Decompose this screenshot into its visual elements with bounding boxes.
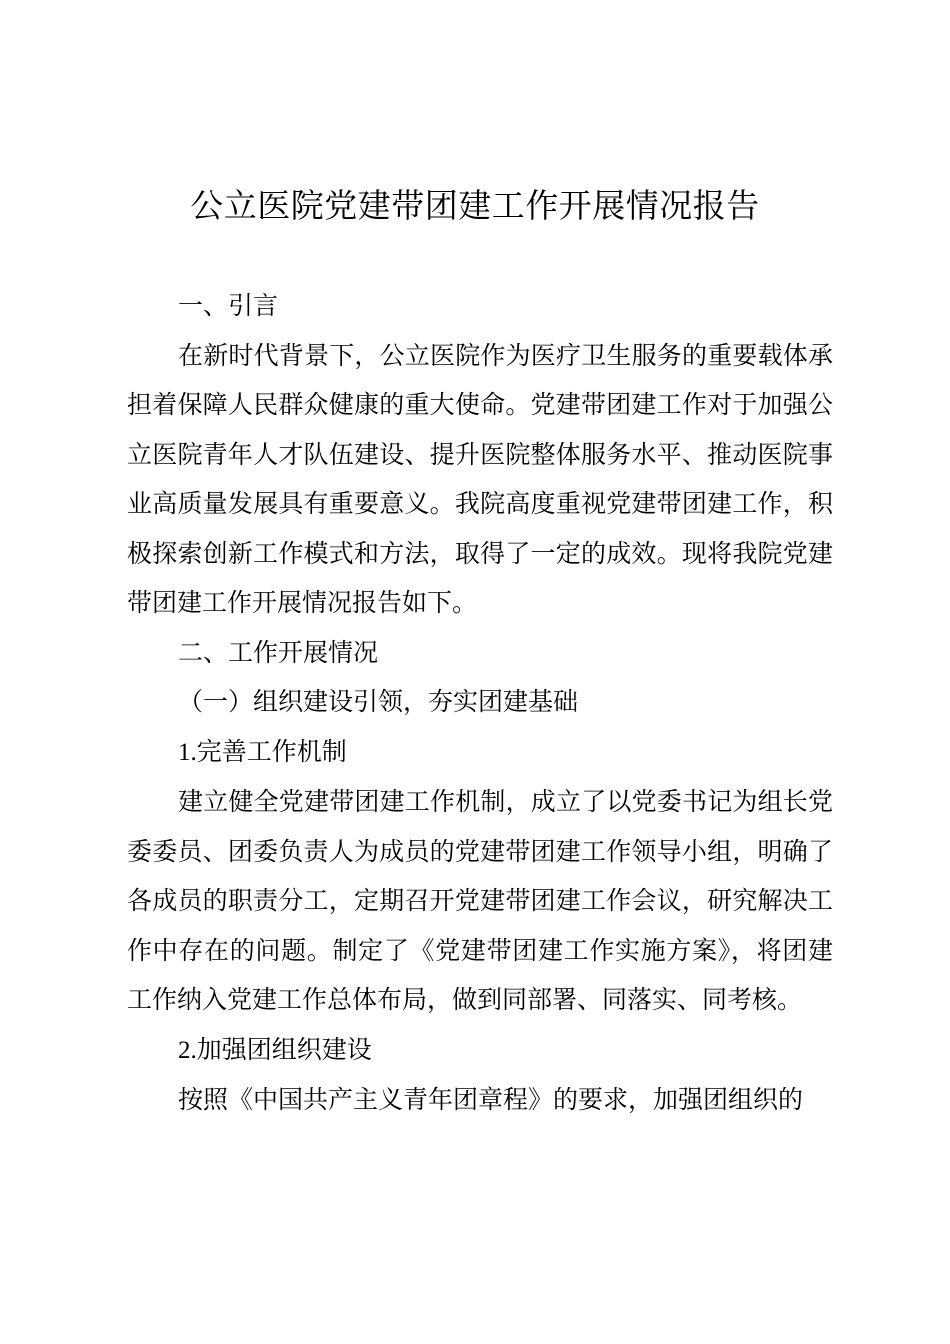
document-title: 公立医院党建带团建工作开展情况报告 [190,186,760,225]
paragraph-mechanism: 建立健全党建带团建工作机制，成立了以党委书记为组长党委委员、团委负责人为成员的党建带团建工作领导小组，明确了各成员的职责分工，定期召开党建带团建工作会议，研究解决工作中存在的问题。制定了《党建带团建工作实施方案》，将团建工作纳入党建工作总体布局，做到同部署、同落实、同考核。 [127,787,833,1014]
document-body [127,281,833,1125]
paragraph-introduction: 在新时代背景下，公立医院作为医疗卫生服务的重要载体承担着保障人民群众健康的重大使命。党建带团建工作对于加强公立医院青年人才队伍建设、提升医院整体服务水平、推动医院事业高质量发展具有重要意义。我院高度重视党建带团建工作，积极探索创新工作模式和方法，取得了一定的成效。现将我院党建带团建工作开展情况报告如下。 [127,340,833,617]
item-heading-text: 加强团组织建设 [196,1034,372,1064]
item-heading-mechanism [127,727,833,778]
item-heading-league-building [127,1025,833,1076]
paragraph-league-building: 按照《中国共产主义青年团章程》的要求，加强团组织的 [178,1085,804,1114]
section-heading-work-progress: 二、工作开展情况 [178,637,379,667]
item-number: 1. [178,738,197,766]
subsection-heading-organization: （一）组织建设引领，夯实团建基础 [178,687,579,716]
item-heading-text: 完善工作机制 [196,736,347,766]
item-number: 2. [178,1036,197,1064]
section-heading-introduction: 一、引言 [178,291,279,320]
